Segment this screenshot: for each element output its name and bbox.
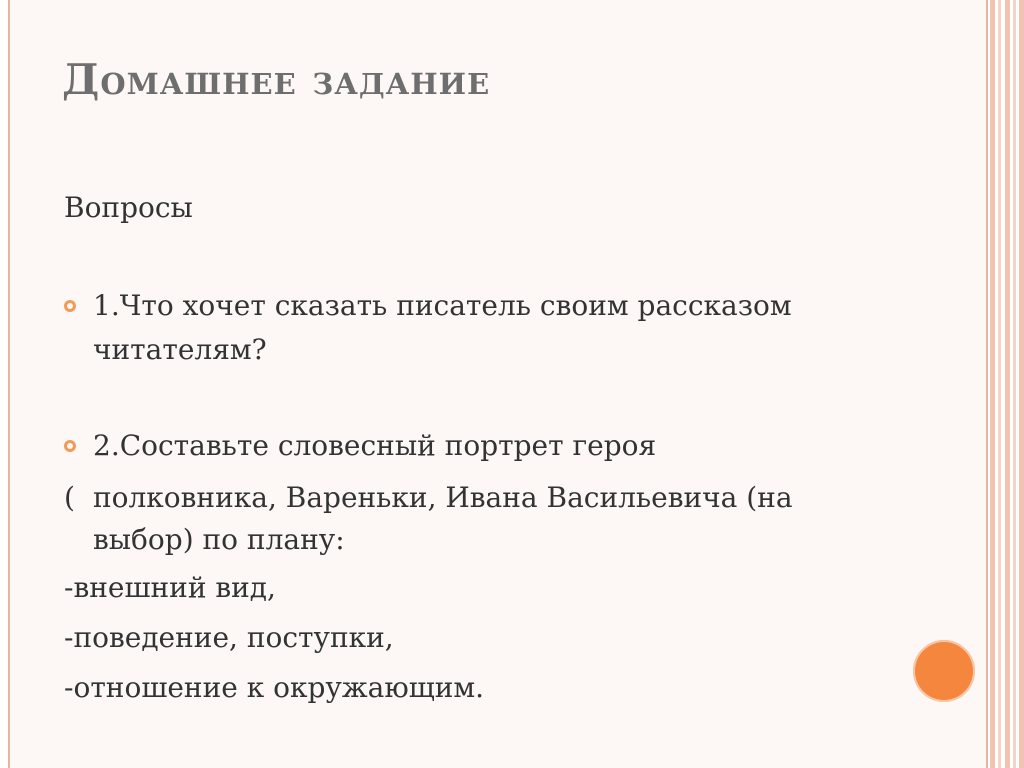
plan-item-attitude: -отношение к окружающим. (64, 671, 485, 704)
stripe (1013, 0, 1016, 768)
question-1-line-1: 1.Что хочет сказать писатель своим рассказом (93, 289, 792, 322)
question-2-line-3: выбор) по плану: (93, 523, 345, 556)
questions-heading: Вопросы (64, 191, 193, 224)
stripe (990, 0, 995, 768)
orange-ring-bullet-icon (64, 300, 76, 312)
question-1-line-2: читателям? (93, 333, 267, 366)
plan-item-behavior: -поведение, поступки, (64, 621, 394, 654)
stripe (1019, 0, 1024, 768)
slide-title: Домашнее задание (62, 55, 491, 104)
plan-item-appearance: -внешний вид, (64, 571, 276, 604)
orange-circle-icon (913, 640, 975, 702)
question-2-line-1: 2.Составьте словесный портрет героя (93, 429, 657, 462)
decorative-stripes (990, 0, 1024, 768)
stripe (998, 0, 1001, 768)
question-2-paren: ( (64, 481, 75, 514)
orange-ring-bullet-icon (64, 440, 76, 452)
stripe (1005, 0, 1010, 768)
question-2-line-2: полковника, Вареньки, Ивана Васильевича (на (93, 481, 793, 514)
